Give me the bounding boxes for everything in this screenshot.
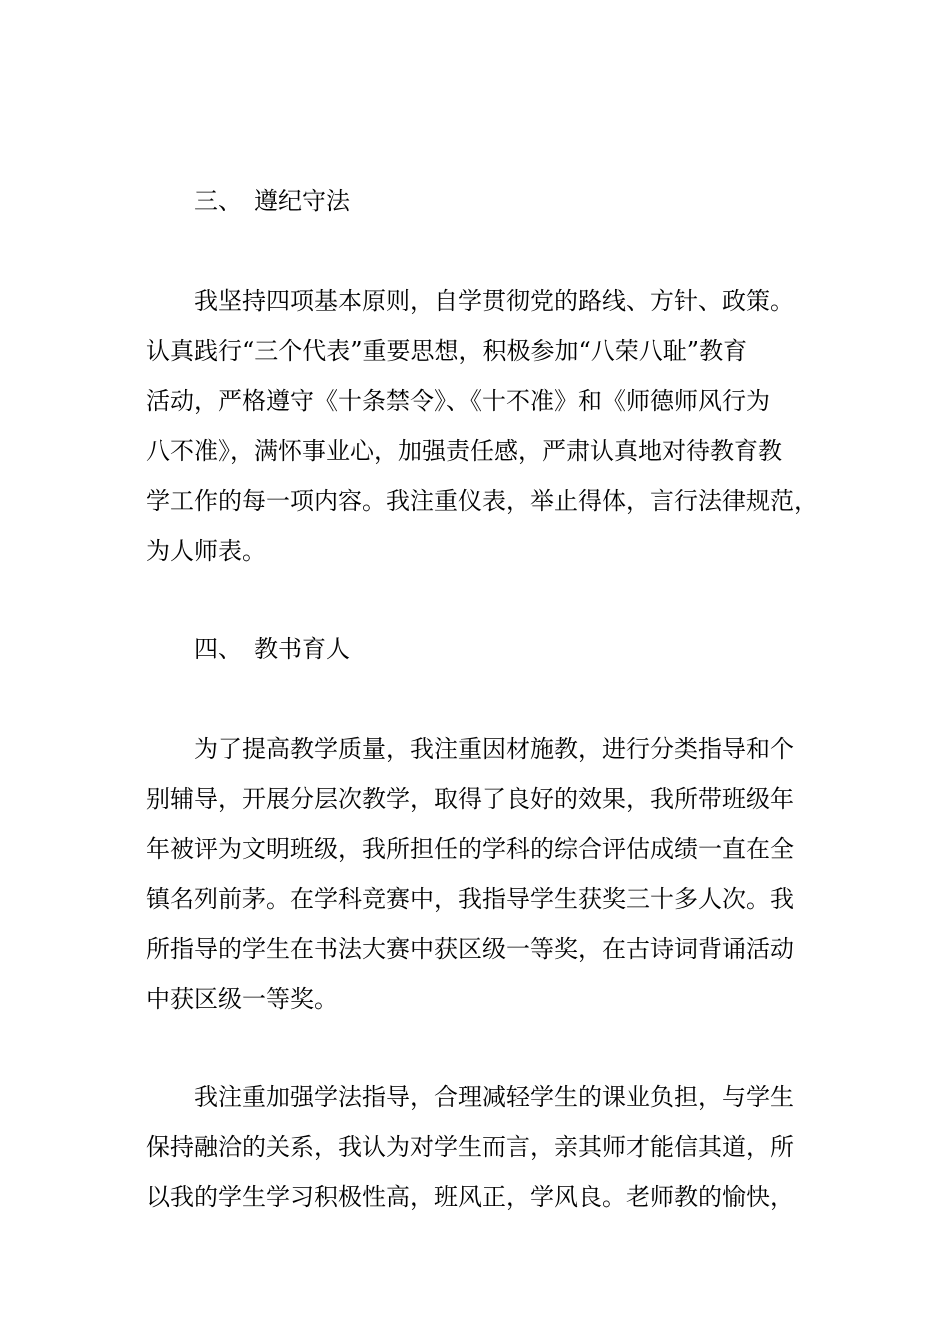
paragraph-line: 中获区级一等奖。 [146,985,338,1013]
paragraph-line: 为了提高教学质量，我注重因材施教，进行分类指导和个 [194,735,794,763]
paragraph-line: 我坚持四项基本原则，自学贯彻党的路线、方针、政策。 [194,287,794,315]
paragraph-line: 活动，严格遵守《十条禁令》、《十不准》和《师德师风行为 [146,387,770,415]
paragraph-line: 镇名列前茅。在学科竞赛中，我指导学生获奖三十多人次。我 [146,885,794,913]
paragraph-line: 以我的学生学习积极性高，班风正，学风良。老师教的愉快， [146,1183,794,1211]
paragraph-line: 别辅导，开展分层次教学，取得了良好的效果，我所带班级年 [146,785,794,813]
paragraph-line: 年被评为文明班级，我所担任的学科的综合评估成绩一直在全 [146,835,794,863]
paragraph-line: 所指导的学生在书法大赛中获区级一等奖，在古诗词背诵活动 [146,935,794,963]
section-title: 教书育人 [254,635,350,663]
paragraph-line: 八不准》，满怀事业心，加强责任感，严肃认真地对待教育教 [146,437,782,465]
section-heading [194,186,350,216]
section-number: 三、 [194,187,242,215]
paragraph-line: 认真践行“三个代表”重要思想，积极参加“八荣八耻”教育 [146,337,748,365]
section-number: 四、 [194,635,242,663]
paragraph-line: 我注重加强学法指导，合理减轻学生的课业负担，与学生 [194,1083,794,1111]
paragraph-line: 学工作的每一项内容。我注重仪表，举止得体，言行法律规范， [146,487,818,515]
section-heading [194,634,350,664]
paragraph-line: 保持融洽的关系，我认为对学生而言，亲其师才能信其道，所 [146,1133,794,1161]
paragraph-line: 为人师表。 [146,537,266,565]
section-title: 遵纪守法 [254,187,350,215]
